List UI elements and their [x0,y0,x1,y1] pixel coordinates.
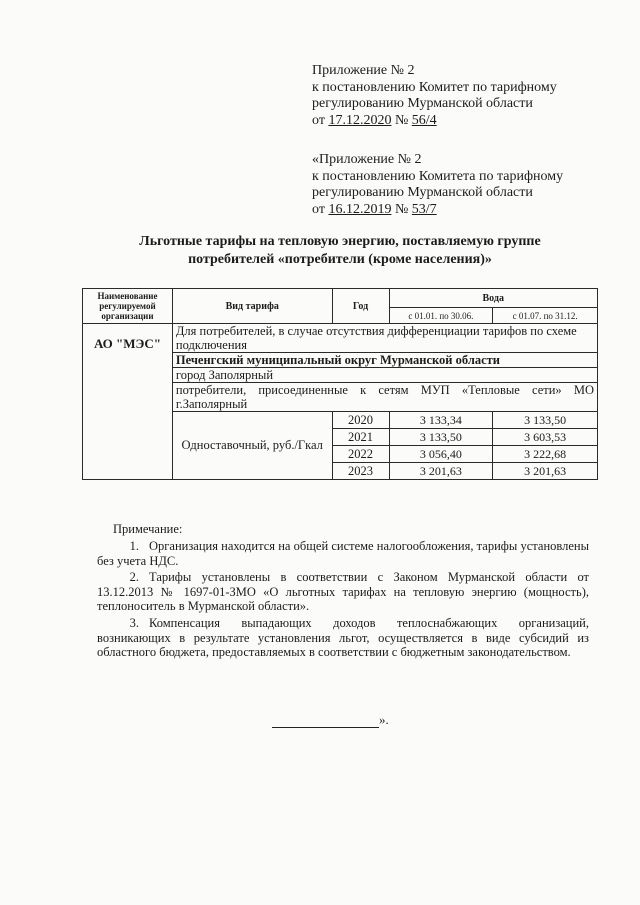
appendix-number: 56/4 [411,112,437,128]
document-title: Льготные тарифы на тепловую энергию, поставляемую группе потребителей «потребители (кроме населения)» [139,234,541,267]
appendix-header-old [312,152,563,218]
tariff-table [82,288,598,480]
note-number: 2. [129,570,139,584]
appendix-header-new [312,63,557,129]
value-cell: 3 201,63 [389,463,493,480]
note-text: Организация находится на общей системе налогообложения, тарифы установлены без учета НДС. [97,539,589,568]
note-number: 1. [129,539,139,553]
header-period-2: с 01.07. по 31.12. [493,308,598,324]
appendix-title: Приложение № 2 [312,63,415,78]
row-note: Для потребителей, в случае отсутствия дифференциации тарифов по схеме подключения [172,324,597,353]
year-cell: 2020 [332,412,389,429]
note-number: 3. [129,616,139,630]
closing-line [272,712,389,728]
header-year: Год [332,289,389,324]
notes-heading: Примечание: [113,522,183,536]
note-text: Тарифы установлены в соответствии с Законом Мурманской области от 13.12.2013 № 1697-01-ЗМО «О льготных тарифах на тепловую энергию (мощность), теплоноситель в Мурманской области». [97,570,589,613]
city: город Заполярный [172,368,597,383]
value-cell: 3 133,50 [493,412,598,429]
year-cell: 2021 [332,429,389,446]
org-name: АО "МЭС" [83,324,173,480]
appendix-date-line: от 17.12.2020 № 56/4 [312,112,437,128]
appendix-number: 53/7 [411,201,437,217]
consumers: потребители, присоединенные к сетям МУП «Тепловые сети» МО г.Заполярный [172,383,597,412]
value-cell: 3 056,40 [389,446,493,463]
note-text: Компенсация выпадающих доходов теплоснабжающих организаций, возникающих в результате установления льгот, осуществляется в виде субсидий из областного бюджета, предоставляемых в соответствии с бюджетным законодательством. [97,616,589,659]
appendix-line: регулированию Мурманской области [312,185,533,200]
note-item [97,616,589,660]
header-water: Вода [389,289,598,308]
year-cell: 2023 [332,463,389,480]
appendix-line: регулированию Мурманской области [312,96,533,111]
value-cell: 3 201,63 [493,463,598,480]
appendix-date: 16.12.2019 [328,201,392,217]
value-cell: 3 603,53 [493,429,598,446]
header-period-1: с 01.01. по 30.06. [389,308,493,324]
signature-line [272,715,379,728]
closing-quote: ». [379,712,389,727]
value-cell: 3 133,34 [389,412,493,429]
value-cell: 3 222,68 [493,446,598,463]
year-cell: 2022 [332,446,389,463]
note-item [97,570,589,614]
appendix-title: «Приложение № 2 [312,152,422,167]
appendix-line: к постановлению Комитет по тарифному [312,79,557,95]
header-org: Наименование регулируемой организации [83,289,173,324]
note-item [97,539,589,568]
header-tariff-type: Вид тарифа [172,289,332,324]
district: Печенгский муниципальный округ Мурманской области [172,353,597,368]
value-cell: 3 133,50 [389,429,493,446]
appendix-date-line: от 16.12.2019 № 53/7 [312,201,437,217]
appendix-line: к постановлению Комитета по тарифному [312,168,564,184]
tariff-label: Одноставочный, руб./Гкал [172,412,332,480]
appendix-date: 17.12.2020 [328,112,392,128]
